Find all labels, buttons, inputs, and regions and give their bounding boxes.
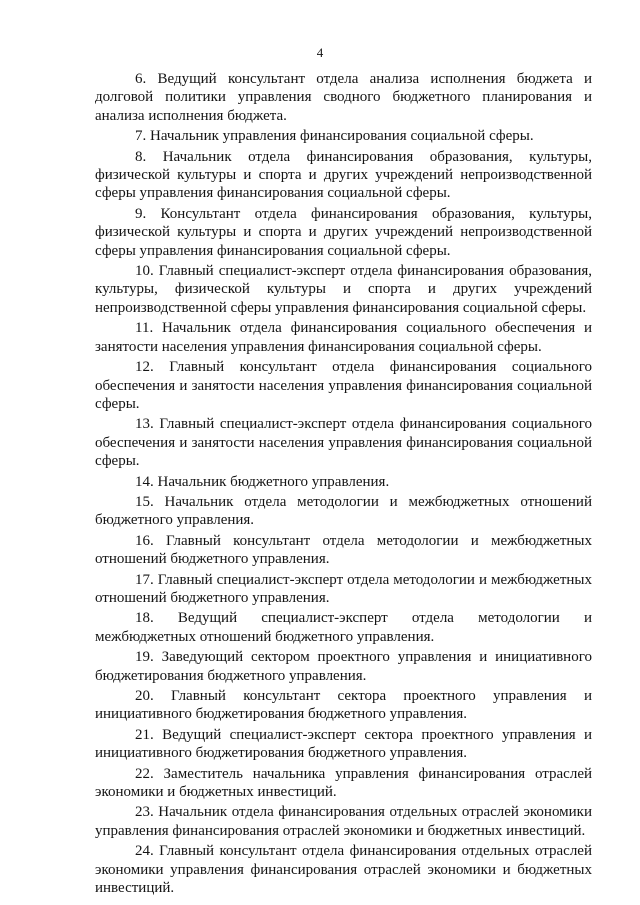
list-item: 24. Главный консультант отдела финансирования отдельных отраслей экономики управления финансирования отраслей экономики и бюджетных инвестиций. (95, 843, 592, 897)
list-item: 16. Главный консультант отдела методологии и межбюджетных отношений бюджетного управления. (95, 532, 592, 568)
list-item: 6. Ведущий консультант отдела анализа исполнения бюджета и долговой политики управления сводного бюджетного планирования и анализа исполнения бюджета. (95, 71, 592, 124)
list-item: 17. Главный специалист-эксперт отдела методологии и межбюджетных отношений бюджетного управления. (95, 571, 592, 606)
page-number: 4 (316, 45, 324, 60)
list-item: 14. Начальник бюджетного управления. (135, 473, 390, 490)
list-item: 15. Начальник отдела методологии и межбюджетных отношений бюджетного управления. (95, 493, 592, 529)
list-item: 7. Начальник управления финансирования социальной сферы. (135, 128, 534, 145)
list-item: 22. Заместитель начальника управления финансирования отраслей экономики и бюджетных инвестиций. (95, 765, 592, 801)
document-body (95, 70, 592, 899)
list-item: 23. Начальник отдела финансирования отдельных отраслей экономики управления финансирования отраслей экономики и бюджетных инвестиций. (95, 804, 592, 839)
list-item: 11. Начальник отдела финансирования социального обеспечения и занятости населения управления финансирования социальной сферы. (95, 320, 592, 355)
list-item: 9. Консультант отдела финансирования образования, культуры, физической культуры и спорта и других учреждений непроизводственной сферы управления финансирования социальной сферы. (95, 205, 592, 259)
list-item: 12. Главный консультант отдела финансирования социального обеспечения и занятости населения управления финансирования социальной сферы. (95, 359, 592, 412)
list-item: 10. Главный специалист-эксперт отдела финансирования образования, культуры, физической культуры и спорта и других учреждений непроизводственной сферы управления финансирования социальной сферы. (95, 263, 592, 316)
list-item: 13. Главный специалист-эксперт отдела финансирования социального обеспечения и занятости населения управления финансирования социальной сферы. (95, 416, 592, 470)
list-item: 20. Главный консультант сектора проектного управления и инициативного бюджетирования бюджетного управления. (95, 688, 592, 723)
list-item: 19. Заведующий сектором проектного управления и инициативного бюджетирования бюджетного управления. (95, 649, 592, 684)
list-item: 8. Начальник отдела финансирования образования, культуры, физической культуры и спорта и других учреждений непроизводственной сферы управления финансирования социальной сферы. (95, 148, 592, 202)
list-item: 18. Ведущий специалист-эксперт отдела методологии и межбюджетных отношений бюджетного управления. (95, 610, 592, 645)
list-item: 21. Ведущий специалист-эксперт сектора проектного управления и инициативного бюджетирования бюджетного управления. (95, 726, 592, 762)
